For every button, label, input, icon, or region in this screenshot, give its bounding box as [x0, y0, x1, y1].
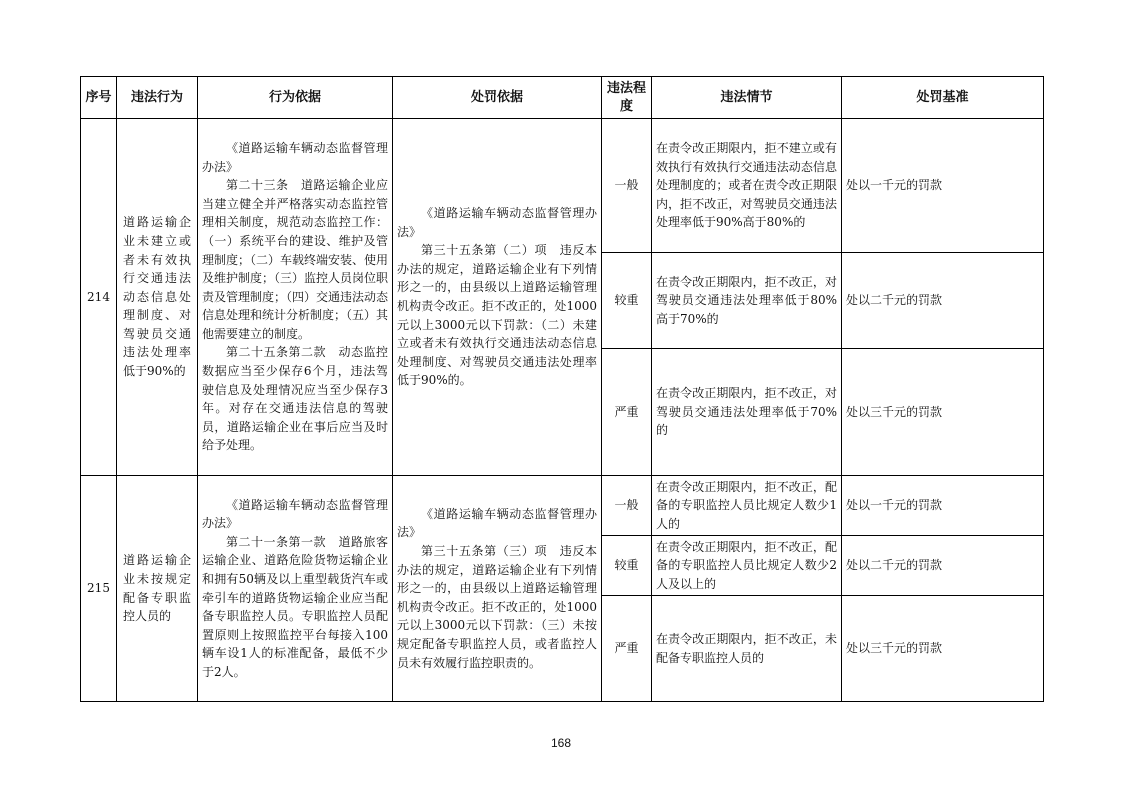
degree-cell: 一般: [602, 476, 652, 536]
basis-paragraph: 第二十一条第一款 道路旅客运输企业、道路危险货物运输企业和拥有50辆及以上重型载货汽车或牵引车的道路货物运输企业应当配备专职监控人员。专职监控人员配置原则上按照监控平台每接入100辆车设1人的标准配备，最低不少于2人。: [202, 534, 388, 679]
penalty-paragraph: 《道路运输车辆动态监督管理办法》: [397, 506, 597, 540]
basis-paragraph: 《道路运输车辆动态监督管理办法》: [202, 497, 388, 531]
violation-act: 道路运输企业未建立或者未有效执行交通违法动态信息处理制度、对驾驶员交通违法处理率低于90%的: [117, 119, 198, 476]
standard-cell: 处以二千元的罚款: [842, 536, 1044, 596]
penalty-paragraph: 《道路运输车辆动态监督管理办法》: [397, 206, 597, 239]
header-row: [81, 77, 1044, 119]
penalty-basis: [393, 119, 602, 476]
header-act: 违法行为: [117, 77, 198, 119]
header-standard: 处罚基准: [842, 77, 1044, 119]
page-number: 168: [550, 736, 572, 750]
standard-cell: 处以一千元的罚款: [842, 476, 1044, 536]
basis-paragraph: 第二十五条第二款 动态监控数据应当至少保存6个月，违法驾驶信息及处理情况应当至少保存3年。对存在交通违法信息的驾驶员，道路运输企业在事后应当及时给予处理。: [202, 345, 388, 453]
header-seq: 序号: [81, 77, 117, 119]
circumstance-cell: 在责令改正期限内，拒不改正，对驾驶员交通违法处理率低于70%的: [652, 349, 842, 476]
degree-cell: 严重: [602, 349, 652, 476]
standard-cell: 处以三千元的罚款: [842, 596, 1044, 702]
penalty-paragraph: 第三十五条第（三）项 违反本办法的规定，道路运输企业有下列情形之一的，由县级以上道路运输管理机构责令改正。拒不改正的，处1000元以上3000元以下罚款：（三）未按规定配备专职监控人员，或者监控人员未有效履行监控职责的。: [397, 544, 597, 670]
circumstance-cell: 在责令改正期限内，拒不改正，对驾驶员交通违法处理率低于80%高于70%的: [652, 253, 842, 349]
degree-cell: 一般: [602, 119, 652, 253]
circumstance-cell: 在责令改正期限内，拒不改正，配备的专职监控人员比规定人数少1人的: [652, 476, 842, 536]
header-circumstance: 违法情节: [652, 77, 842, 119]
behavior-basis: [198, 476, 393, 702]
penalty-table: [80, 76, 1044, 702]
standard-cell: 处以一千元的罚款: [842, 119, 1044, 253]
row-number: 214: [81, 119, 117, 476]
penalty-basis: [393, 476, 602, 702]
behavior-basis: [198, 119, 393, 476]
header-basis: 行为依据: [198, 77, 393, 119]
circumstance-cell: 在责令改正期限内，拒不改正，配备的专职监控人员比规定人数少2人及以上的: [652, 536, 842, 596]
basis-paragraph: 第二十三条 道路运输企业应当建立健全并严格落实动态监控管理相关制度，规范动态监控工作：（一）系统平台的建设、维护及管理制度；（二）车载终端安装、使用及维护制度；（三）监控人员岗位职责及管理制度；（四）交通违法动态信息处理和统计分析制度；（五）其他需要建立的制度。: [202, 178, 389, 341]
degree-cell: 较重: [602, 253, 652, 349]
table-row: [81, 476, 1044, 536]
header-degree: 违法程度: [602, 77, 652, 119]
standard-cell: 处以二千元的罚款: [842, 253, 1044, 349]
violation-act: 道路运输企业未按规定配备专职监控人员的: [117, 476, 198, 702]
penalty-paragraph: 第三十五条第（二）项 违反本办法的规定，道路运输企业有下列情形之一的，由县级以上道路运输管理机构责令改正。拒不改正的，处1000元以上3000元以下罚款：（二）未建立或者未有效执行交通违法动态信息处理制度、对驾驶员交通违法处理率低于90%的。: [397, 243, 597, 388]
standard-cell: 处以三千元的罚款: [842, 349, 1044, 476]
row-number: 215: [81, 476, 117, 702]
degree-cell: 较重: [602, 536, 652, 596]
table-row: [81, 119, 1044, 253]
circumstance-cell: 在责令改正期限内，拒不建立或有效执行有效执行交通违法动态信息处理制度的；或者在责令改正期限内，拒不改正，对驾驶员交通违法处理率低于90%高于80%的: [652, 119, 842, 253]
header-penalty-basis: 处罚依据: [393, 77, 602, 119]
circumstance-cell: 在责令改正期限内，拒不改正，未配备专职监控人员的: [652, 596, 842, 702]
degree-cell: 严重: [602, 596, 652, 702]
basis-paragraph: 《道路运输车辆动态监督管理办法》: [202, 140, 388, 174]
